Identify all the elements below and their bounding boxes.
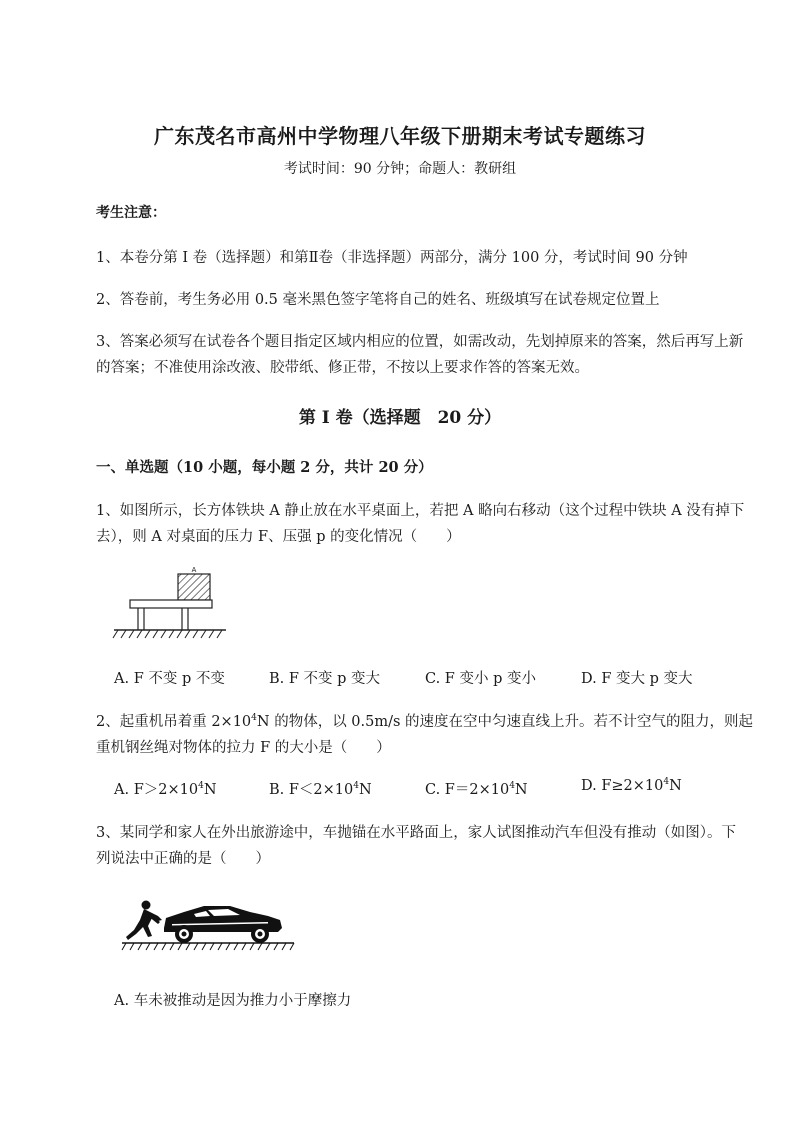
q2-option-d[interactable]: D. $F\ge 2\times 10^4N$ bbox=[581, 777, 682, 794]
q3-option-a[interactable]: A. 车未被推动是因为推力小于摩擦力 bbox=[114, 993, 352, 1009]
question-3-text-continued: 列说法中正确的是（ ） bbox=[96, 851, 270, 867]
section-title: 第 I 卷（选择题 20 分） bbox=[298, 408, 502, 428]
notice-item-3: 3、答案必须写在试卷各个题目指定区域内相应的位置，如需改动，先划掉原来的答案，然后再写上新 bbox=[96, 334, 744, 350]
notice-item-1: 1、本卷分第 I 卷（选择题）和第Ⅱ卷（非选择题）两部分，满分 100 分，考试时间 90 分钟 bbox=[96, 250, 688, 266]
question-3-text: 3、某同学和家人在外出旅游途中，车抛锚在水平路面上，家人试图推动汽车但没有推动（如图）。下 bbox=[96, 825, 736, 841]
q1-option-a[interactable]: A. F 不变 p 不变 bbox=[114, 671, 225, 687]
notice-item-3-continued: 的答案；不准使用涂改液、胶带纸、修正带，不按以上要求作答的答案无效。 bbox=[96, 360, 589, 376]
q1-option-b[interactable]: B. F 不变 p 变大 bbox=[269, 671, 381, 687]
q2-option-b[interactable]: B. $F<2\times 10^4N$ bbox=[269, 781, 372, 798]
notice-heading: 考生注意： bbox=[96, 205, 166, 221]
q1-option-d[interactable]: D. F 变大 p 变大 bbox=[581, 671, 693, 687]
q2-option-c[interactable]: C. $F=2\times 10^4N$ bbox=[425, 781, 528, 798]
q2-option-a[interactable]: A. $F>2\times 10^4N$ bbox=[114, 781, 217, 798]
exam-info: 考试时间：90 分钟；命题人：教研组 bbox=[283, 161, 517, 177]
page-title: 广东茂名市高州中学物理八年级下册期末考试专题练习 bbox=[154, 124, 646, 148]
q1-option-c[interactable]: C. F 变小 p 变小 bbox=[425, 671, 536, 687]
question-1-text-continued: 去），则 A 对桌面的压力 F、压强 p 的变化情况（ ） bbox=[96, 529, 461, 545]
question-2-text-continued: 重机钢丝绳对物体的拉力 F 的大小是（ ） bbox=[96, 740, 391, 756]
notice-item-2: 2、答卷前，考生务必用 0.5 毫米黑色签字笔将自己的姓名、班级填写在试卷规定位置上 bbox=[96, 292, 660, 308]
block-label: A bbox=[191, 567, 197, 574]
question-2-text: 2、起重机吊着重 $2\times 10^4N$ 的物体，以 0.5m/s 的速度在空中匀速直线上升。若不计空气的阻力，则起 bbox=[96, 713, 754, 730]
question-1-text: 1、如图所示，长方体铁块 A 静止放在水平桌面上，若把 A 略向右移动（这个过程中铁块 A 没有掉下 bbox=[96, 503, 745, 519]
part-heading: 一、单选题（10 小题，每小题 2 分，共计 20 分） bbox=[96, 459, 433, 476]
table-block-figure bbox=[108, 562, 238, 644]
car-push-figure bbox=[118, 896, 298, 952]
